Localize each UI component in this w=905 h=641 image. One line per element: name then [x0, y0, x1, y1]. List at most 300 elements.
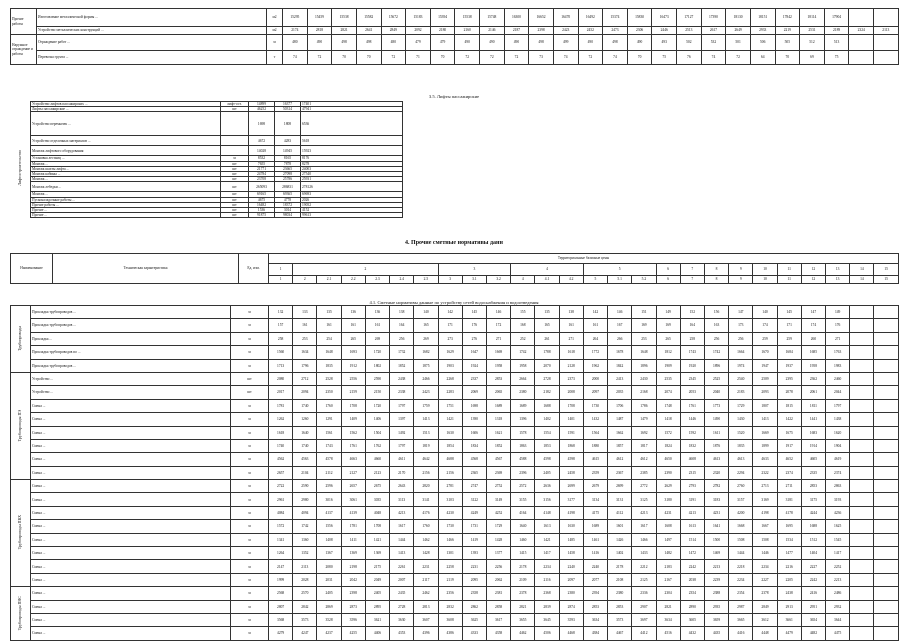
- row-value: 1591: [559, 426, 583, 439]
- row-value: 72: [578, 51, 603, 65]
- row-value: 2198: [341, 560, 365, 573]
- row-value: 4435: [704, 627, 728, 640]
- row-unit: шт: [221, 166, 249, 171]
- row-value: 1408: [317, 533, 341, 546]
- row-value: 2679: [583, 480, 607, 493]
- zone-sub-number: 9: [729, 276, 753, 284]
- row-description: Ограждение работ ...: [37, 35, 267, 51]
- row-value: 2405: [365, 587, 389, 600]
- row-value: 1832: [680, 439, 704, 452]
- row-value: 2113: [293, 560, 317, 573]
- row-value: 2405: [317, 587, 341, 600]
- row-unit: м: [231, 332, 269, 345]
- row-description: Смена ...: [31, 573, 231, 586]
- row-description: Смена ...: [31, 547, 231, 560]
- row-unit: шт: [221, 172, 249, 177]
- row-value: 1730: [438, 520, 462, 533]
- row-value: 1402: [535, 413, 559, 426]
- table-row: [11, 533, 899, 546]
- row-value: 1617: [390, 520, 414, 533]
- row-value-b: 18372: [275, 202, 301, 207]
- row-value: 15672: [381, 9, 406, 27]
- row-value: 276: [462, 332, 486, 345]
- zone-number: 15: [874, 264, 898, 276]
- row-value: 1648: [632, 346, 656, 359]
- row-description: Устройство лифтов пассажирских ...: [31, 102, 221, 107]
- zone-sub-number: 5: [583, 276, 607, 284]
- row-value: [850, 319, 874, 332]
- row-value: 2513: [677, 27, 702, 35]
- row-value: 1751: [438, 399, 462, 412]
- row-value: 2074: [656, 386, 680, 399]
- row-value: 15183: [406, 9, 431, 27]
- row-value: 1634: [293, 346, 317, 359]
- row-value: 2017: [269, 386, 293, 399]
- row-value: 1896: [704, 359, 728, 372]
- row-value: 165: [535, 319, 559, 332]
- row-value: 2359: [583, 466, 607, 479]
- row-value-c: 25931: [301, 177, 403, 182]
- row-value: 1962: [583, 359, 607, 372]
- row-value: 2446: [652, 27, 677, 35]
- row-value: 147: [801, 306, 825, 319]
- row-value: 1852: [486, 439, 510, 452]
- row-value: 4249: [462, 506, 486, 519]
- row-value: 2713: [753, 480, 777, 493]
- row-value: 2452: [578, 27, 603, 35]
- row-value: 1720: [365, 346, 389, 359]
- row-unit: шт: [221, 182, 249, 192]
- row-value: 2712: [293, 372, 317, 385]
- row-value-a: 1536: [249, 208, 275, 213]
- zone-sub-number: 6: [656, 276, 680, 284]
- zone-number: 5: [583, 264, 656, 276]
- row-value: 4462: [511, 627, 535, 640]
- row-value: 2213: [704, 560, 728, 573]
- row-description: Смена ...: [31, 399, 231, 412]
- row-value: 1682: [414, 346, 438, 359]
- row-value: 3697: [632, 613, 656, 626]
- row-value: 2097: [583, 386, 607, 399]
- row-value: [850, 306, 874, 319]
- row-description: Смена ...: [31, 613, 231, 626]
- row-value: 259: [753, 332, 777, 345]
- row-value: 2094: [293, 386, 317, 399]
- row-value: 2869: [317, 600, 341, 613]
- table-row: [11, 346, 899, 359]
- row-value: 1937: [777, 359, 801, 372]
- row-value: [849, 35, 874, 51]
- row-value: 3634: [583, 613, 607, 626]
- row-value: 1611: [704, 426, 728, 439]
- row-value-b: 23665: [275, 166, 301, 171]
- row-value: 4213: [632, 506, 656, 519]
- row-value: 1740: [293, 439, 317, 452]
- row-value: 1853: [535, 439, 559, 452]
- row-value: 4416: [729, 627, 753, 640]
- row-value: 1797: [390, 439, 414, 452]
- row-value: 2853: [608, 600, 632, 613]
- section2-side-label: [10, 101, 28, 235]
- row-value-b: 27098: [275, 172, 301, 177]
- row-value: 136: [341, 306, 365, 319]
- row-value-a: 4675: [249, 197, 275, 202]
- row-value: 260: [801, 332, 825, 345]
- row-value: 4611: [390, 453, 414, 466]
- row-value: 490: [455, 35, 480, 51]
- row-value: 72: [381, 51, 406, 65]
- row-value: 269: [414, 332, 438, 345]
- table-row: [11, 506, 899, 519]
- row-value: 4663: [341, 453, 365, 466]
- row-value: 2535: [656, 372, 680, 385]
- row-value: 2961: [269, 493, 293, 506]
- row-value: 258: [680, 332, 704, 345]
- row-value: 2657: [269, 466, 293, 479]
- row-value: 1291: [317, 413, 341, 426]
- row-value-a: 24784: [249, 172, 275, 177]
- row-value: 72: [504, 51, 529, 65]
- row-value: 2109: [511, 573, 535, 586]
- row-value: 3605: [680, 613, 704, 626]
- row-value: 2258: [438, 560, 462, 573]
- row-value: 2044: [826, 386, 850, 399]
- row-value: 264: [583, 332, 607, 345]
- row-value: 132: [269, 306, 293, 319]
- section1-row: [11, 27, 899, 35]
- row-value: 1958: [486, 359, 510, 372]
- row-value: 2596: [317, 480, 341, 493]
- row-value: 1958: [801, 359, 825, 372]
- row-value: 1482: [656, 547, 680, 560]
- section2-table: [30, 101, 403, 218]
- row-value: 2234: [729, 573, 753, 586]
- row-value: 1670: [753, 346, 777, 359]
- row-value: 2116: [535, 573, 559, 586]
- row-value: 2304: [656, 587, 680, 600]
- row-value: 1857: [608, 439, 632, 452]
- table-row: [11, 560, 899, 573]
- row-value: 16300: [504, 9, 529, 27]
- row-value: 138: [559, 306, 583, 319]
- row-value-b: 286831: [275, 182, 301, 192]
- row-value: 2853: [583, 600, 607, 613]
- row-value: 2147: [269, 560, 293, 573]
- zone-number: 1: [269, 264, 293, 276]
- row-value: 4612: [632, 453, 656, 466]
- row-value: 1947: [753, 359, 777, 372]
- section1-table: [10, 8, 899, 65]
- row-unit: м: [231, 520, 269, 533]
- row-value: 2183: [729, 386, 753, 399]
- row-value: 4506: [535, 627, 559, 640]
- row-unit: м: [231, 466, 269, 479]
- row-value: 2874: [559, 600, 583, 613]
- row-value: 2858: [486, 600, 510, 613]
- row-value: 1466: [438, 533, 462, 546]
- row-value: 4084: [269, 506, 293, 519]
- zone-number: 10: [753, 264, 777, 276]
- row-value: 3134: [583, 493, 607, 506]
- row-value: 254: [317, 332, 341, 345]
- row-value: 1514: [680, 533, 704, 546]
- row-value: [850, 547, 874, 560]
- row-value: 2556: [341, 372, 365, 385]
- row-value: 1508: [753, 533, 777, 546]
- row-value: 1556: [317, 520, 341, 533]
- row-value: 15374: [603, 9, 628, 27]
- row-value: 4137: [317, 506, 341, 519]
- row-value: 2572: [511, 480, 535, 493]
- row-value: 1490: [704, 413, 728, 426]
- row-value: 3645: [535, 613, 559, 626]
- row-value: [850, 493, 874, 506]
- row-value: 3177: [559, 493, 583, 506]
- row-value: 2862: [462, 600, 486, 613]
- row-value: 4396: [414, 627, 438, 640]
- row-value: 1742: [293, 520, 317, 533]
- row-value: 4578: [317, 453, 341, 466]
- row-value: 253: [293, 332, 317, 345]
- row-value: [874, 439, 898, 452]
- row-value: 2531: [800, 27, 825, 35]
- row-value: 505: [775, 35, 800, 51]
- row-value-c: 69693: [301, 192, 403, 197]
- row-value: 70: [356, 51, 381, 65]
- row-value: 2378: [753, 587, 777, 600]
- row-description: Пусконаладочные работы ...: [31, 197, 221, 202]
- row-value: 2528: [317, 372, 341, 385]
- row-value: 1742: [704, 346, 728, 359]
- section1-row: [11, 51, 899, 65]
- row-value: 1903: [438, 359, 462, 372]
- header-name: Наименование: [11, 254, 53, 284]
- zone-number: 9: [729, 264, 753, 276]
- row-value: 2113: [874, 27, 899, 35]
- row-value: 2028: [293, 573, 317, 586]
- row-value: 15538: [455, 9, 480, 27]
- row-value: 2398: [341, 587, 365, 600]
- row-value: 2337: [462, 372, 486, 385]
- row-value: [850, 627, 874, 640]
- row-value: 2038: [680, 573, 704, 586]
- row-value: 74: [553, 51, 578, 65]
- row-value: [850, 332, 874, 345]
- zone-sub-number: 3.1: [462, 276, 486, 284]
- row-value-b: 8165: [275, 156, 301, 161]
- row-value: 2380: [511, 386, 535, 399]
- row-value: 3061: [341, 493, 365, 506]
- row-value: 1640: [511, 520, 535, 533]
- row-group-label: Наружное ограждение и работы: [11, 35, 37, 65]
- header-characteristic: Техническая характеристика: [53, 254, 239, 284]
- row-value: 3621: [365, 613, 389, 626]
- row-value: 1669: [753, 426, 777, 439]
- row-value: 2007: [390, 573, 414, 586]
- row-value: 74: [283, 51, 308, 65]
- row-value: 3191: [680, 493, 704, 506]
- row-value: 1409: [341, 413, 365, 426]
- row-value: 1854: [438, 439, 462, 452]
- row-unit: м: [231, 319, 269, 332]
- row-value: [850, 426, 874, 439]
- row-value: 1497: [656, 533, 680, 546]
- row-value: 2283: [438, 386, 462, 399]
- row-value: [874, 319, 898, 332]
- row-value: 258: [269, 332, 293, 345]
- row-value: 513: [824, 35, 849, 51]
- row-value: 269: [365, 332, 389, 345]
- row-value: 2863: [826, 480, 850, 493]
- row-value: 4605: [801, 453, 825, 466]
- row-value: 2728: [535, 372, 559, 385]
- row-value: 164: [680, 319, 704, 332]
- table-row: [11, 319, 899, 332]
- row-value: 1458: [559, 547, 583, 560]
- row-value: 499: [553, 35, 578, 51]
- row-value: 2752: [486, 480, 510, 493]
- row-value: 155: [511, 306, 535, 319]
- row-unit: м: [221, 156, 249, 161]
- row-value: 1513: [414, 426, 438, 439]
- row-value: 3644: [826, 613, 850, 626]
- row-value: 2240: [559, 560, 583, 573]
- header-row-1: [11, 254, 899, 264]
- row-value: 3654: [801, 613, 825, 626]
- row-value-c: 2026: [301, 197, 403, 202]
- zone-number: 14: [850, 264, 874, 276]
- row-value: 2095: [462, 573, 486, 586]
- zone-sub-number: 2.5: [414, 276, 438, 284]
- row-value: 4688: [438, 453, 462, 466]
- section2-row: [31, 136, 403, 146]
- row-value: 1430: [729, 413, 753, 426]
- table-row: [11, 426, 899, 439]
- row-value: 2231: [462, 560, 486, 573]
- row-value: 1732: [390, 346, 414, 359]
- row-value: 16492: [578, 9, 603, 27]
- group-label: [11, 480, 31, 587]
- row-value: 2458: [559, 466, 583, 479]
- row-value: 4608: [680, 453, 704, 466]
- row-value: [850, 413, 874, 426]
- row-value: 256: [704, 332, 728, 345]
- row-value: 1835: [317, 359, 341, 372]
- row-value: 1863: [511, 439, 535, 452]
- row-value: 2093: [753, 386, 777, 399]
- row-value: 1625: [826, 520, 850, 533]
- row-value: [849, 51, 874, 65]
- row-value: 1426: [608, 533, 632, 546]
- row-value: 2213: [826, 573, 850, 586]
- row-value: 2160: [455, 27, 480, 35]
- row-value: 70: [430, 51, 455, 65]
- row-value: 1781: [269, 399, 293, 412]
- row-value: 493: [652, 35, 677, 51]
- row-value: 72: [307, 51, 332, 65]
- row-value: 2438: [390, 372, 414, 385]
- row-value: 169: [656, 319, 680, 332]
- row-value: 18130: [726, 9, 751, 27]
- row-value: 1729: [729, 399, 753, 412]
- row-value: [874, 426, 898, 439]
- row-value: 1999: [269, 573, 293, 586]
- row-value: 4231: [704, 506, 728, 519]
- group-label-text: Трубопроводы ПЭ: [17, 409, 23, 442]
- row-value: 70: [775, 51, 800, 65]
- zone-number: 6: [656, 264, 680, 276]
- row-value: 161: [317, 319, 341, 332]
- row-value: 1421: [438, 413, 462, 426]
- zone-sub-number: 5.1: [608, 276, 632, 284]
- row-value: 273: [438, 332, 462, 345]
- row-value: 4468: [559, 627, 583, 640]
- row-value: 2813: [414, 600, 438, 613]
- row-value: 1664: [729, 346, 753, 359]
- row-unit: м: [231, 547, 269, 560]
- row-description: Устройство металлических конструкций ...: [37, 27, 267, 35]
- row-value: 1762: [365, 439, 389, 452]
- row-value: 142: [583, 306, 607, 319]
- row-value: 271: [486, 332, 510, 345]
- row-value: 16470: [553, 9, 578, 27]
- row-value: 1428: [414, 547, 438, 560]
- header-zones-title: Территориальные базисные цены: [269, 254, 899, 264]
- row-value-b: 69365: [275, 192, 301, 197]
- zone-sub-number: 4.1: [535, 276, 559, 284]
- row-value-a: 91875: [249, 213, 275, 218]
- row-value: 15538: [332, 9, 357, 27]
- row-value: 2699: [559, 480, 583, 493]
- row-value: 1812: [656, 346, 680, 359]
- row-value: 2369: [486, 466, 510, 479]
- row-value: 1729: [486, 520, 510, 533]
- row-value: 1402: [608, 547, 632, 560]
- row-value-c: 19052: [301, 202, 403, 207]
- row-value: 2381: [486, 587, 510, 600]
- row-value: 1683: [801, 426, 825, 439]
- row-value: 171: [438, 319, 462, 332]
- row-value: 3568: [269, 613, 293, 626]
- row-value-c: 15923: [301, 146, 403, 156]
- row-value: [874, 466, 898, 479]
- row-value: 1815: [777, 399, 801, 412]
- row-value: 2040: [704, 386, 728, 399]
- row-value: 161: [583, 319, 607, 332]
- row-value: 17390: [701, 9, 726, 27]
- row-value: 480: [381, 35, 406, 51]
- row-value: 4467: [608, 627, 632, 640]
- row-value: 145: [777, 306, 801, 319]
- row-value: 145: [462, 306, 486, 319]
- row-unit: шт: [221, 161, 249, 166]
- row-description: Перевозка грунта ...: [37, 51, 267, 65]
- row-value: 1693: [341, 346, 365, 359]
- row-value: 256: [390, 332, 414, 345]
- row-value: 2396: [511, 466, 535, 479]
- row-value: 1417: [535, 547, 559, 560]
- row-value: 1618: [559, 346, 583, 359]
- row-value: 2234: [535, 560, 559, 573]
- row-value-c: 17401: [301, 102, 403, 107]
- row-value: 2008: [559, 386, 583, 399]
- row-value: 142: [438, 306, 462, 319]
- row-value: 3113: [390, 493, 414, 506]
- row-value: 3122: [462, 493, 486, 506]
- row-value: 498: [356, 35, 381, 51]
- row-value: 1924: [462, 359, 486, 372]
- row-value-b: 3014: [275, 208, 301, 213]
